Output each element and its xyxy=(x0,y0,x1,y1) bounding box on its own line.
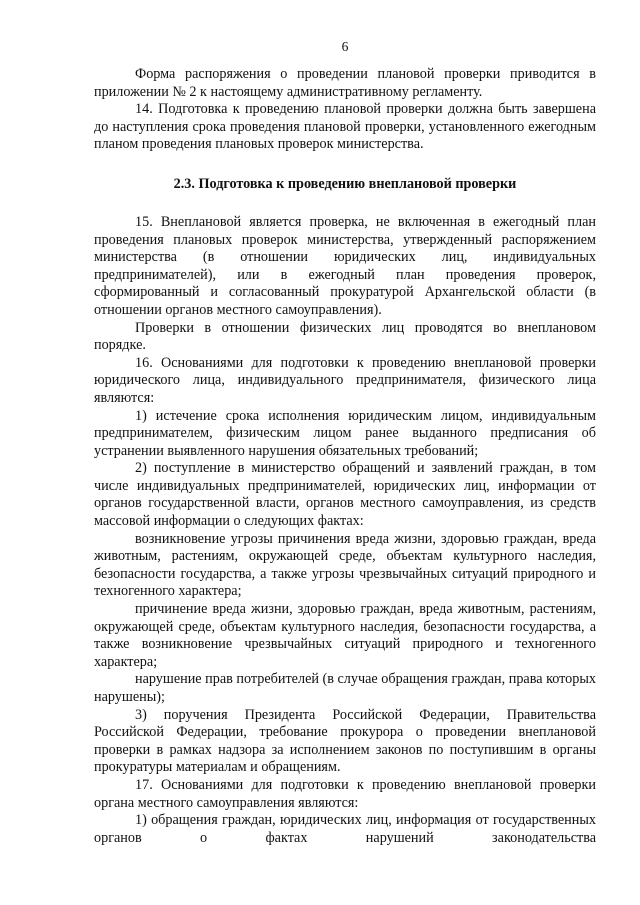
paragraph-16-item-1: 1) истечение срока исполнения юридическим лицом, индивидуальным предпринимателем, физическим лицом ранее выданного предписания об устранении выявленного нарушения обязательных требований; xyxy=(94,407,596,459)
section-heading: 2.3. Подготовка к проведению внеплановой проверки xyxy=(173,175,517,192)
paragraph-individuals: Проверки в отношении физических лиц проводятся во внеплановом порядке. xyxy=(94,319,596,354)
paragraph-16-item-3: 3) поручения Президента Российской Федерации, Правительства Российской Федерации, требование прокурора о проведении внеплановой проверки в рамках надзора за исполнением законов по поступившим в органы прокуратуры материалам и обращениям. xyxy=(94,706,596,776)
page-number: 6 xyxy=(341,39,349,54)
paragraph-threat: возникновение угрозы причинения вреда жизни, здоровью граждан, вреда животным, растениям, окружающей среде, объектам культурного наследия, безопасности государства, а также угрозы чрезвычайных ситуаций природного и техногенного характера; xyxy=(94,530,596,600)
paragraph-consumer-rights: нарушение прав потребителей (в случае обращения граждан, права которых нарушены); xyxy=(94,671,596,705)
paragraph-15: 15. Внеплановой является проверка, не включенная в ежегодный план проведения плановых проверок министерства, утвержденный распоряжением министерства (в отношении юридических лиц, индивидуальных предпринимателей), или в ежегодный план проведения проверок, сформированный и согласованный прокуратурой Архангельской области (в отношении органов местного самоуправления). xyxy=(94,213,596,318)
paragraph-17-item-1: 1) обращения граждан, юридических лиц, информация от государственных органов о фактах нарушений законодательства xyxy=(94,812,596,846)
paragraph-harm: причинение вреда жизни, здоровью граждан, вреда животным, растениям, окружающей среде, объектам культурного наследия, безопасности государства, а также возникновение чрезвычайных ситуаций природного и техногенного характера; xyxy=(94,601,596,670)
paragraph-16-item-2: 2) поступление в министерство обращений и заявлений граждан, в том числе индивидуальных предпринимателей, юридических лиц, информации от органов государственной власти, органов местного самоуправления, из средств массовой информации о следующих фактах: xyxy=(94,460,596,530)
paragraph-17: 17. Основаниями для подготовки к проведению внеплановой проверки органа местного самоуправления являются: xyxy=(94,776,596,811)
paragraph-14: 14. Подготовка к проведению плановой проверки должна быть завершена до наступления срока проведения плановой проверки, установленного ежегодным планом проведения плановых проверок министерства. xyxy=(94,101,596,153)
paragraph-16: 16. Основаниями для подготовки к проведению внеплановой проверки юридического лица, индивидуального предпринимателя, физического лица являются: xyxy=(94,354,596,406)
paragraph-form-order: Форма распоряжения о проведении плановой проверки приводится в приложении № 2 к настоящему административному регламенту. xyxy=(94,66,596,100)
